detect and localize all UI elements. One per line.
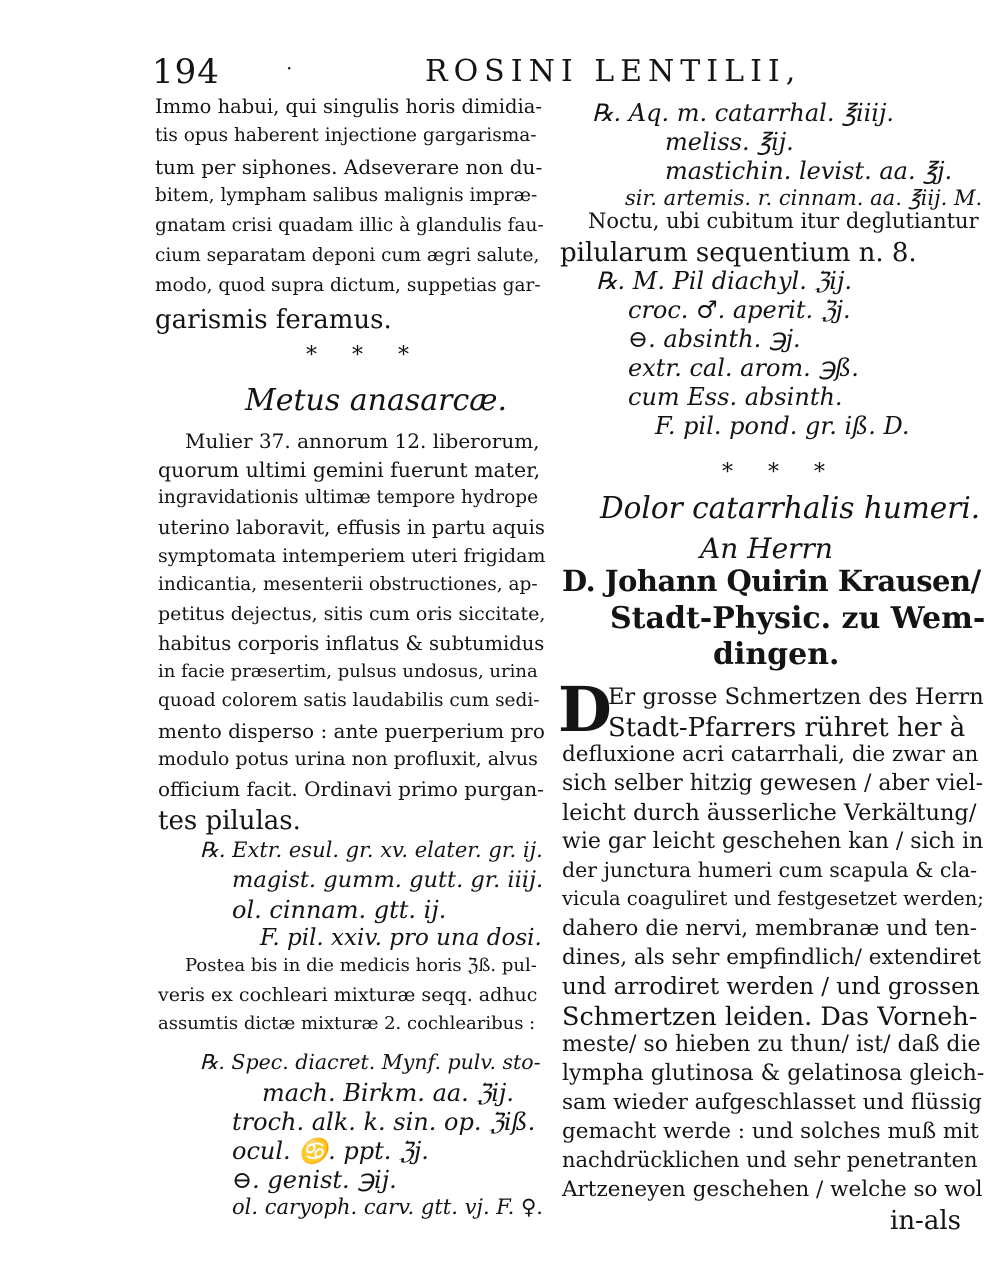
text-line: Er grosse Schmertzen des Herrn: [608, 684, 984, 710]
page-number: 194: [152, 52, 220, 92]
text-line: dines, als sehr empfindlich/ extendiret: [562, 945, 982, 970]
recipe-line: magist. gumm. gutt. gr. iiij.: [232, 867, 544, 893]
text-line: der junctura humeri cum scapula & cla-: [562, 858, 978, 882]
text-line: Immo habui, qui singulis horis dimidia-: [155, 95, 542, 118]
text-line: nachdrücklichen und sehr penetranten: [562, 1148, 978, 1172]
text-line: Artzeneyen geschehen / welche so wol: [562, 1177, 983, 1202]
recipe-line: extr. cal. arom. ℈ß.: [628, 354, 859, 382]
text-line: uterino laboravit, effusis in partu aquis: [158, 516, 545, 539]
recipe-line: ⊖. genist. ℈ij.: [232, 1166, 397, 1194]
text-line: ingravidationis ultimæ tempore hydrope: [158, 487, 539, 508]
text-line: quorum ultimi gemini fuerunt mater,: [158, 458, 541, 482]
text-line: tum per siphones. Adseverare non du-: [155, 155, 543, 179]
text-line: sich selber hitzig gewesen / aber viel-: [562, 771, 984, 796]
recipe-line: meliss. ℥ij.: [665, 128, 794, 156]
text-line: defluxione acri catarrhali, die zwar an: [562, 742, 979, 767]
recipe-line: ℞. Spec. diacret. Mynf. pulv. sto-: [200, 1050, 541, 1074]
text-line: quoad colorem satis laudabilis cum sedi-: [158, 690, 540, 711]
text-line: modo, quod supra dictum, suppetias gar-: [155, 275, 541, 296]
recipe-line: F. pil. xxiv. pro una dosi.: [260, 925, 542, 951]
text-line: officium facit. Ordinavi primo purgan-: [158, 777, 544, 801]
text-line: Noctu, ubi cubitum itur deglutiantur: [588, 209, 979, 233]
address-line: dingen.: [713, 637, 840, 672]
recipe-line: cum Ess. absinth.: [628, 383, 843, 411]
address-line: Stadt-Physic. zu Wem-: [610, 601, 986, 636]
recipe-line: ⊖. absinth. ℈j.: [628, 325, 801, 353]
text-line: assumtis dictæ mixturæ 2. cochlearibus :: [158, 1013, 536, 1034]
text-line: habitus corporis inflatus & subtumidus: [158, 632, 545, 655]
header-dot: ·: [286, 56, 293, 80]
text-line: leicht durch äusserliche Verkältung/: [562, 800, 977, 826]
recipe-line: ℞. Extr. esul. gr. xv. elater. gr. ij.: [200, 838, 543, 862]
text-line: in facie præsertim, pulsus undosus, urina: [158, 661, 538, 682]
recipe-line: ℞. M. Pil diachyl. ℨij.: [596, 267, 853, 295]
recipe-line: mastichin. levist. aa. ℥j.: [665, 157, 953, 185]
recipe-line: mach. Birkm. aa. ℨij.: [262, 1079, 514, 1107]
text-line: gemacht werde : und solches muß mit: [562, 1119, 979, 1144]
text-line: petitus dejectus, sitis cum oris siccitate,: [158, 603, 546, 625]
text-line: Stadt-Pfarrers rühret her à: [608, 713, 966, 743]
text-line: Schmertzen leiden. Das Vorneh-: [562, 1002, 978, 1032]
text-line: sam wieder aufgeschlasset und flüssig: [562, 1090, 982, 1115]
section-title: Dolor catarrhalis humeri.: [600, 491, 981, 525]
recipe-line: ol. caryoph. carv. gtt. vj. F. ♀.: [232, 1195, 543, 1219]
recipe-line: croc. ♂. aperit. ℨj.: [628, 296, 851, 324]
text-line: dahero die nervi, membranæ und ten-: [562, 916, 977, 941]
text-line: und arrodiret werden / und grossen: [562, 974, 980, 1000]
address-line: An Herrn: [700, 532, 833, 565]
text-line: pilularum sequentium n. 8.: [560, 238, 917, 268]
text-line: veris ex cochleari mixturæ seqq. adhuc: [158, 984, 538, 1006]
catchword: in-als: [890, 1206, 962, 1236]
text-line: modulo potus urina non profluxit, alvus: [158, 748, 538, 770]
text-line: Mulier 37. annorum 12. liberorum,: [185, 429, 540, 453]
text-line: Postea bis in die medicis horis ℨß. pul-: [185, 955, 537, 976]
drop-cap: D: [558, 673, 612, 746]
text-line: mento disperso : ante puerperium pro: [158, 719, 545, 743]
text-line: cium separatam deponi cum ægri salute,: [155, 245, 540, 266]
text-line: bitem, lympham salibus malignis impræ-: [155, 185, 538, 206]
text-line: vicula coaguliret und festgesetzet werden;: [562, 887, 984, 910]
text-line: symptomata intemperiem uteri frigidam: [158, 545, 546, 567]
text-line: meste/ so hieben zu thun/ ist/ daß die: [562, 1032, 981, 1057]
text-line: indicantia, mesenterii obstructiones, ap-: [158, 574, 538, 595]
text-line: tes pilulas.: [158, 806, 301, 836]
recipe-line: F. pil. pond. gr. iß. D.: [655, 412, 910, 440]
text-line: gnatam crisi quadam illic à glandulis fau-: [155, 215, 544, 236]
text-line: lympha glutinosa & gelatinosa gleich-: [562, 1061, 985, 1086]
address-name: D. Johann Quirin Krausen/: [562, 564, 981, 598]
recipe-line: sir. artemis. r. cinnam. aa. ℥iij. M.: [625, 186, 983, 210]
text-line: tis opus haberent injectione gargarisma-: [155, 125, 537, 146]
recipe-line: troch. alk. k. sin. op. ℨiß.: [232, 1108, 536, 1136]
section-ornament: * * *: [722, 460, 839, 485]
text-line: wie gar leicht geschehen kan / sich in: [562, 829, 984, 854]
running-head: ROSINI LENTILII,: [425, 54, 802, 89]
section-title: Metus anasarcæ.: [245, 383, 508, 418]
text-line: garismis feramus.: [155, 305, 392, 335]
recipe-line: ol. cinnam. gtt. ij.: [232, 896, 447, 924]
recipe-line: ocul. ♋. ppt. ℨj.: [232, 1137, 429, 1165]
recipe-line: ℞. Aq. m. catarrhal. ℥iiij.: [592, 99, 895, 127]
section-ornament: * * *: [306, 343, 423, 368]
